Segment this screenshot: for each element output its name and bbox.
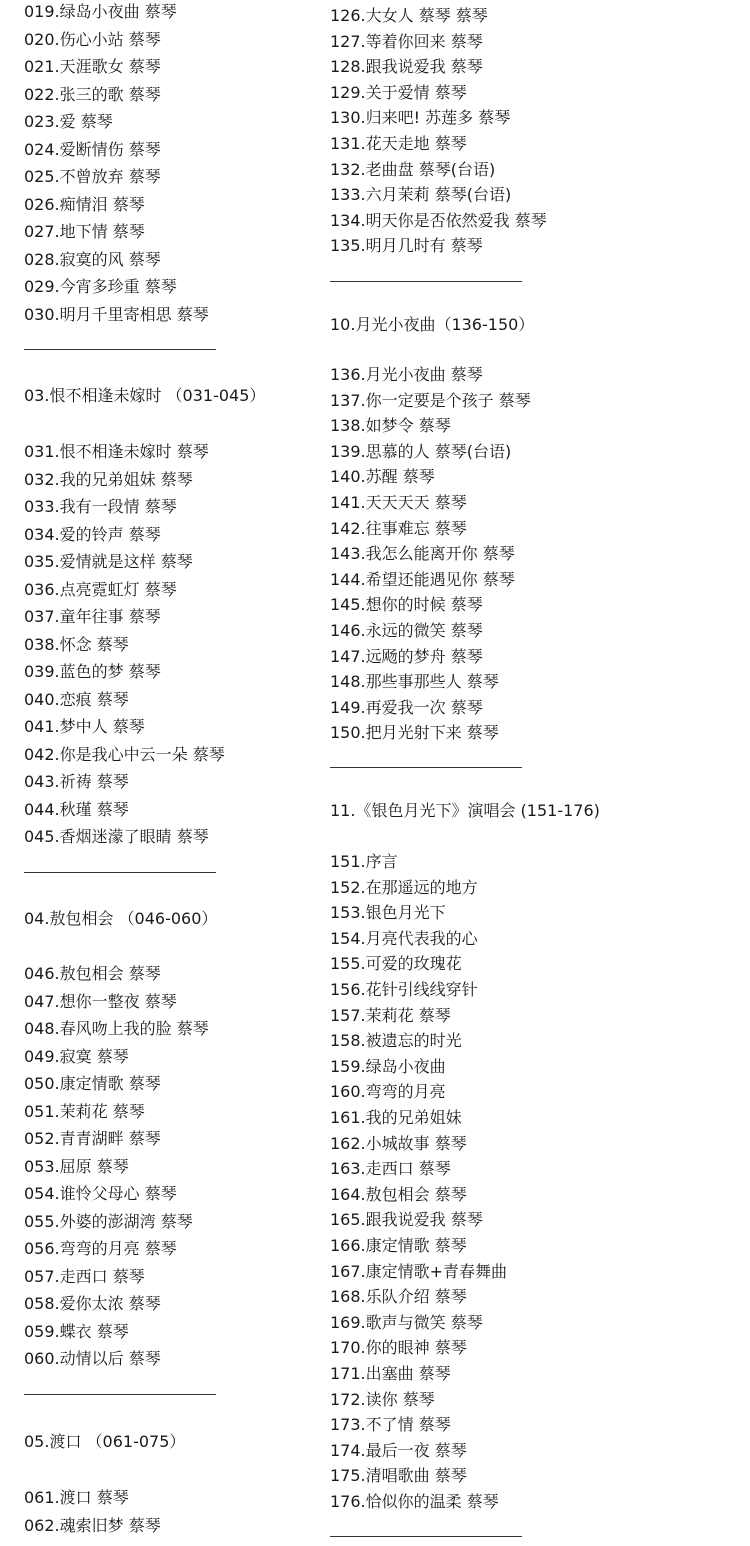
track-item: 142.往事难忘 蔡琴 [330,518,467,538]
track-item: 149.再爱我一次 蔡琴 [330,697,483,717]
track-item: 050.康定情歌 蔡琴 [24,1074,161,1093]
track-item: 151.序言 [330,852,398,871]
track-item: 055.外婆的澎湖湾 蔡琴 [24,1211,193,1231]
track-item: 060.动情以后 蔡琴 [24,1349,161,1368]
track-item: 028.寂寞的风 蔡琴 [24,249,161,269]
track-item: 158.被遗忘的时光 [330,1031,462,1051]
track-item: 175.清唱歌曲 蔡琴 [330,1466,467,1486]
track-item: 033.我有一段情 蔡琴 [24,497,177,516]
track-item: 053.屈原 蔡琴 [24,1156,129,1176]
track-item: 134.明天你是否依然爱我 蔡琴 [330,210,547,230]
section-divider [330,1536,522,1537]
track-item: 031.恨不相逢未嫁时 蔡琴 [24,442,209,461]
track-item: 058.爱你太浓 蔡琴 [24,1294,161,1313]
track-item: 146.永远的微笑 蔡琴 [330,621,483,640]
track-item: 150.把月光射下来 蔡琴 [330,723,499,743]
track-item: 140.苏醒 蔡琴 [330,467,435,487]
track-item: 038.怀念 蔡琴 [24,634,129,654]
section-heading: 03.恨不相逢未嫁时 （031-045） [24,386,266,405]
section-divider [24,349,216,350]
section-heading: 05.渡口 （061-075） [24,1432,186,1451]
track-item: 044.秋瑾 蔡琴 [24,799,129,819]
track-item: 025.不曾放弃 蔡琴 [24,167,161,186]
track-item: 035.爱情就是这样 蔡琴 [24,552,193,571]
track-item: 047.想你一整夜 蔡琴 [24,991,177,1011]
track-item: 132.老曲盘 蔡琴(台语) [330,159,496,179]
track-item: 049.寂寞 蔡琴 [24,1046,129,1066]
track-item: 130.归来吧! 苏莲多 蔡琴 [330,108,511,128]
track-item: 153.银色月光下 [330,903,446,923]
track-item: 169.歌声与微笑 蔡琴 [330,1312,483,1332]
track-item: 024.爱断情伤 蔡琴 [24,139,161,159]
track-item: 148.那些事那些人 蔡琴 [330,672,499,692]
track-item: 046.敖包相会 蔡琴 [24,964,161,983]
track-item: 127.等着你回来 蔡琴 [330,31,483,51]
track-item: 165.跟我说爱我 蔡琴 [330,1210,483,1230]
track-item: 032.我的兄弟姐妹 蔡琴 [24,469,193,489]
track-item: 039.蓝色的梦 蔡琴 [24,662,161,681]
track-item: 172.读你 蔡琴 [330,1389,435,1409]
track-item: 161.我的兄弟姐妹 [330,1108,462,1127]
track-item: 176.恰似你的温柔 蔡琴 [330,1492,499,1511]
track-item: 174.最后一夜 蔡琴 [330,1440,467,1460]
track-item: 131.花天走地 蔡琴 [330,134,467,153]
track-item: 042.你是我心中云一朵 蔡琴 [24,744,225,764]
track-item: 043.祈祷 蔡琴 [24,772,129,791]
track-item: 157.茉莉花 蔡琴 [330,1005,451,1025]
track-item: 020.伤心小站 蔡琴 [24,29,161,49]
track-item: 062.魂索旧梦 蔡琴 [24,1515,161,1535]
track-item: 163.走西口 蔡琴 [330,1159,451,1179]
track-item: 052.青青湖畔 蔡琴 [24,1129,161,1148]
track-item: 034.爱的铃声 蔡琴 [24,524,161,544]
track-item: 029.今宵多珍重 蔡琴 [24,277,177,296]
track-item: 171.出塞曲 蔡琴 [330,1364,451,1383]
track-item: 155.可爱的玫瑰花 [330,954,462,974]
track-item: 023.爱 蔡琴 [24,112,113,131]
section-heading: 04.敖包相会 （046-060） [24,909,218,928]
track-item: 041.梦中人 蔡琴 [24,717,145,736]
section-divider [24,1394,216,1395]
track-item: 026.痴情泪 蔡琴 [24,194,145,214]
track-item: 022.张三的歌 蔡琴 [24,84,161,104]
track-item: 143.我怎么能离开你 蔡琴 [330,544,515,564]
track-item: 135.明月几时有 蔡琴 [330,236,483,256]
track-item: 162.小城故事 蔡琴 [330,1133,467,1153]
track-item: 048.春风吻上我的脸 蔡琴 [24,1019,209,1038]
track-item: 156.花针引线线穿针 [330,980,478,999]
track-item: 019.绿岛小夜曲 蔡琴 [24,2,177,21]
track-item: 167.康定情歌+青春舞曲 [330,1261,508,1281]
section-heading: 10.月光小夜曲（136-150） [330,315,535,334]
track-item: 168.乐队介绍 蔡琴 [330,1287,467,1307]
track-item: 152.在那遥远的地方 [330,877,478,897]
track-item: 045.香烟迷濛了眼睛 蔡琴 [24,827,209,846]
track-item: 154.月亮代表我的心 [330,928,478,948]
track-item: 051.茉莉花 蔡琴 [24,1101,145,1121]
track-item: 059.蝶衣 蔡琴 [24,1321,129,1341]
track-item: 056.弯弯的月亮 蔡琴 [24,1239,177,1258]
track-item: 036.点亮霓虹灯 蔡琴 [24,579,177,599]
track-item: 133.六月茉莉 蔡琴(台语) [330,185,512,205]
track-item: 057.走西口 蔡琴 [24,1266,145,1286]
section-divider [24,872,216,873]
track-item: 147.远飏的梦舟 蔡琴 [330,646,483,666]
track-item: 166.康定情歌 蔡琴 [330,1236,467,1255]
track-item: 061.渡口 蔡琴 [24,1488,129,1507]
track-item: 128.跟我说爱我 蔡琴 [330,57,483,77]
track-item: 160.弯弯的月亮 [330,1082,446,1102]
track-item: 126.大女人 蔡琴 蔡琴 [330,6,488,25]
track-item: 040.恋痕 蔡琴 [24,689,129,709]
track-item: 164.敖包相会 蔡琴 [330,1184,467,1204]
track-item: 030.明月千里寄相思 蔡琴 [24,304,209,324]
track-item: 144.希望还能遇见你 蔡琴 [330,569,515,589]
track-item: 170.你的眼神 蔡琴 [330,1338,467,1358]
track-item: 138.如梦令 蔡琴 [330,416,451,436]
track-item: 141.天天天天 蔡琴 [330,493,467,512]
track-item: 137.你一定要是个孩子 蔡琴 [330,390,531,410]
section-heading: 11.《银色月光下》演唱会 (151-176) [330,801,600,820]
track-item: 129.关于爱情 蔡琴 [330,82,467,102]
section-divider [330,767,522,768]
track-item: 054.谁怜父母心 蔡琴 [24,1184,177,1203]
section-divider [330,281,522,282]
track-item: 027.地下情 蔡琴 [24,222,145,241]
track-item: 021.天涯歌女 蔡琴 [24,57,161,76]
track-item: 159.绿岛小夜曲 [330,1056,446,1076]
track-item: 145.想你的时候 蔡琴 [330,595,483,615]
track-item: 136.月光小夜曲 蔡琴 [330,365,483,384]
track-item: 173.不了情 蔡琴 [330,1415,451,1435]
track-item: 037.童年往事 蔡琴 [24,607,161,626]
track-item: 139.思慕的人 蔡琴(台语) [330,441,512,461]
